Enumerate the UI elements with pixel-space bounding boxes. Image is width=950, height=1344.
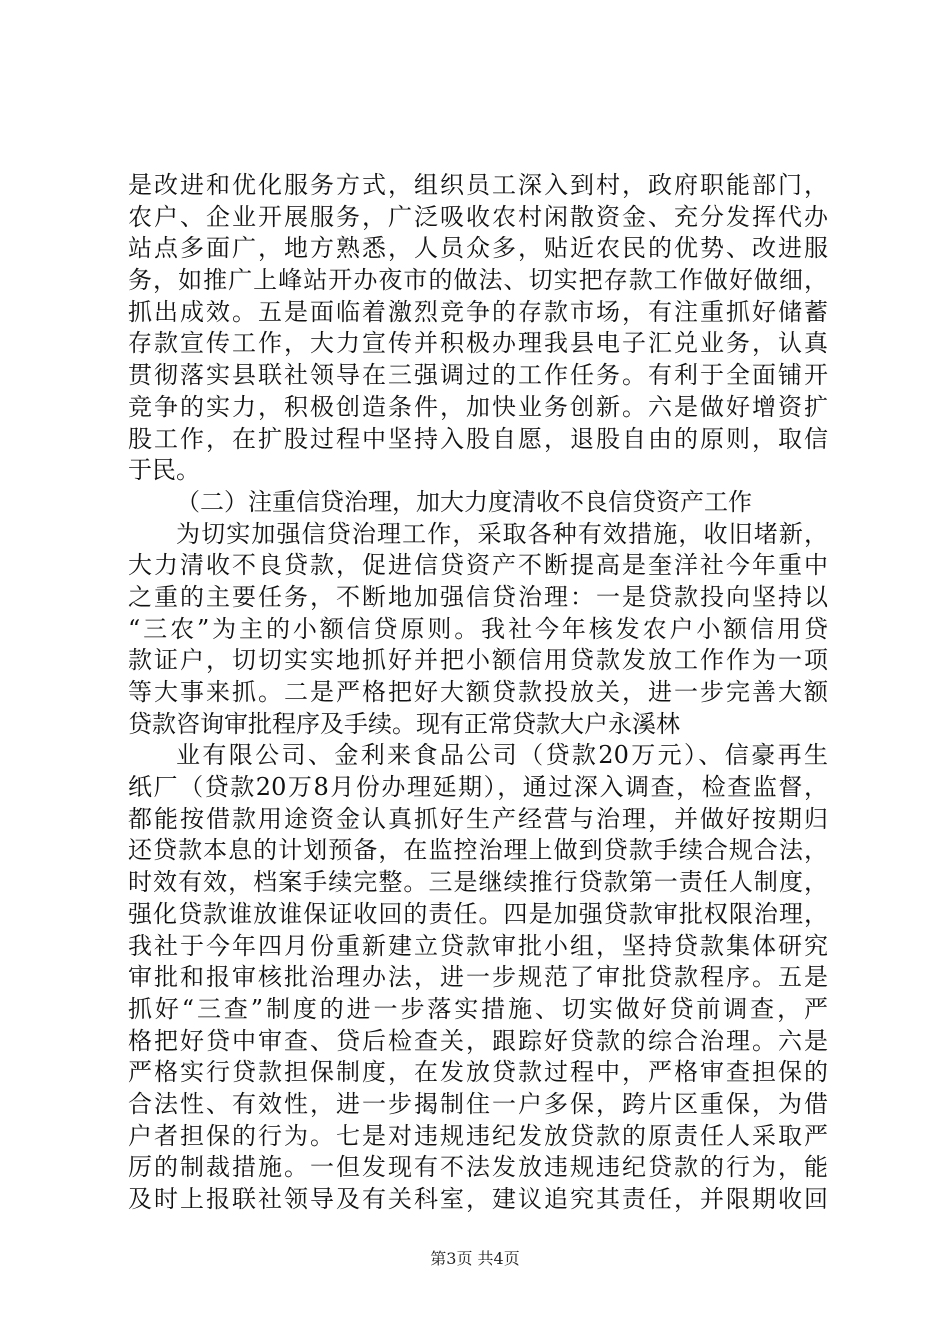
text-line: 等大事来抓。二是严格把好大额贷款投放关，进一步完善大额	[128, 678, 828, 706]
text-line: 抓好“三查”制度的进一步落实措施、切实做好贷前调查，严	[128, 994, 828, 1023]
text-line: 纸厂（贷款20万8月份办理延期），通过深入调查，检查监督，	[128, 773, 828, 802]
text-line: 还贷款本息的计划预备，在监控治理上做到贷款手续合规合法，	[128, 836, 828, 865]
text-line: 站点多面广，地方熟悉，人员众多，贴近农民的优势、改进服	[128, 234, 828, 263]
text-line: 贯彻落实县联社领导在三强调过的工作任务。有利于全面铺开	[128, 361, 828, 390]
text-line: 审批和报审核批治理办法，进一步规范了审批贷款程序。五是	[128, 963, 828, 992]
text-line: 农户、企业开展服务，广泛吸收农村闲散资金、充分发挥代办	[128, 202, 828, 231]
text-line: 股工作，在扩股过程中坚持入股自愿，退股自由的原则，取信	[128, 424, 828, 453]
text-line: 于民。	[128, 456, 200, 485]
text-line: 严格实行贷款担保制度，在发放贷款过程中，严格审查担保的	[128, 1058, 828, 1087]
text-line: 款证户，切切实实地抓好并把小额信用贷款发放工作作为一项	[128, 646, 828, 675]
page-footer: 第3页 共4页	[430, 1249, 520, 1268]
text-line: 及时上报联社领导及有关科室，建议追究其责任，并限期收回	[128, 1185, 828, 1213]
text-line: 都能按借款用途资金认真抓好生产经营与治理，并做好按期归	[128, 804, 828, 833]
text-line: 竞争的实力，积极创造条件，加快业务创新。六是做好增资扩	[128, 392, 828, 421]
text-line: 为切实加强信贷治理工作，采取各种有效措施，收旧堵新，	[176, 519, 828, 548]
text-line: 时效有效，档案手续完整。三是继续推行贷款第一责任人制度，	[128, 868, 828, 897]
text-line: 强化贷款谁放谁保证收回的责任。四是加强贷款审批权限治理，	[128, 899, 828, 928]
text-line: 格把好贷中审查、贷后检查关，跟踪好贷款的综合治理。六是	[128, 1026, 828, 1055]
text-line: 务，如推广上峰站开办夜市的做法、切实把存款工作做好做细，	[128, 266, 828, 295]
text-line: 我社于今年四月份重新建立贷款审批小组，坚持贷款集体研究	[128, 931, 828, 960]
text-line: 抓出成效。五是面临着激烈竞争的存款市场，有注重抓好储蓄	[128, 297, 828, 326]
text-line: 厉的制裁措施。一但发现有不法发放违规违纪贷款的行为，能	[128, 1153, 828, 1182]
text-line: 贷款咨询审批程序及手续。现有正常贷款大户永溪林	[128, 709, 680, 738]
text-line: 之重的主要任务，不断地加强信贷治理：一是贷款投向坚持以	[128, 582, 828, 611]
text-line: “三农”为主的小额信贷原则。我社今年核发农户小额信用贷	[128, 614, 828, 643]
document-body	[128, 170, 828, 1216]
text-line: 合法性、有效性，进一步揭制住一户多保，跨片区重保，为借	[128, 1089, 828, 1118]
text-line: 大力清收不良贷款，促进信贷资产不断提高是奎洋社今年重中	[128, 551, 828, 580]
text-line: 户者担保的行为。七是对违规违纪发放贷款的原责任人采取严	[128, 1121, 828, 1150]
text-line: 业有限公司、金利来食品公司（贷款20万元）、信豪再生	[176, 741, 828, 770]
text-line: 是改进和优化服务方式，组织员工深入到村，政府职能部门，	[128, 171, 828, 199]
text-line: （二）注重信贷治理，加大力度清收不良信贷资产工作	[176, 487, 752, 516]
text-line: 存款宣传工作，大力宣传并积极办理我县电子汇兑业务，认真	[128, 329, 828, 358]
